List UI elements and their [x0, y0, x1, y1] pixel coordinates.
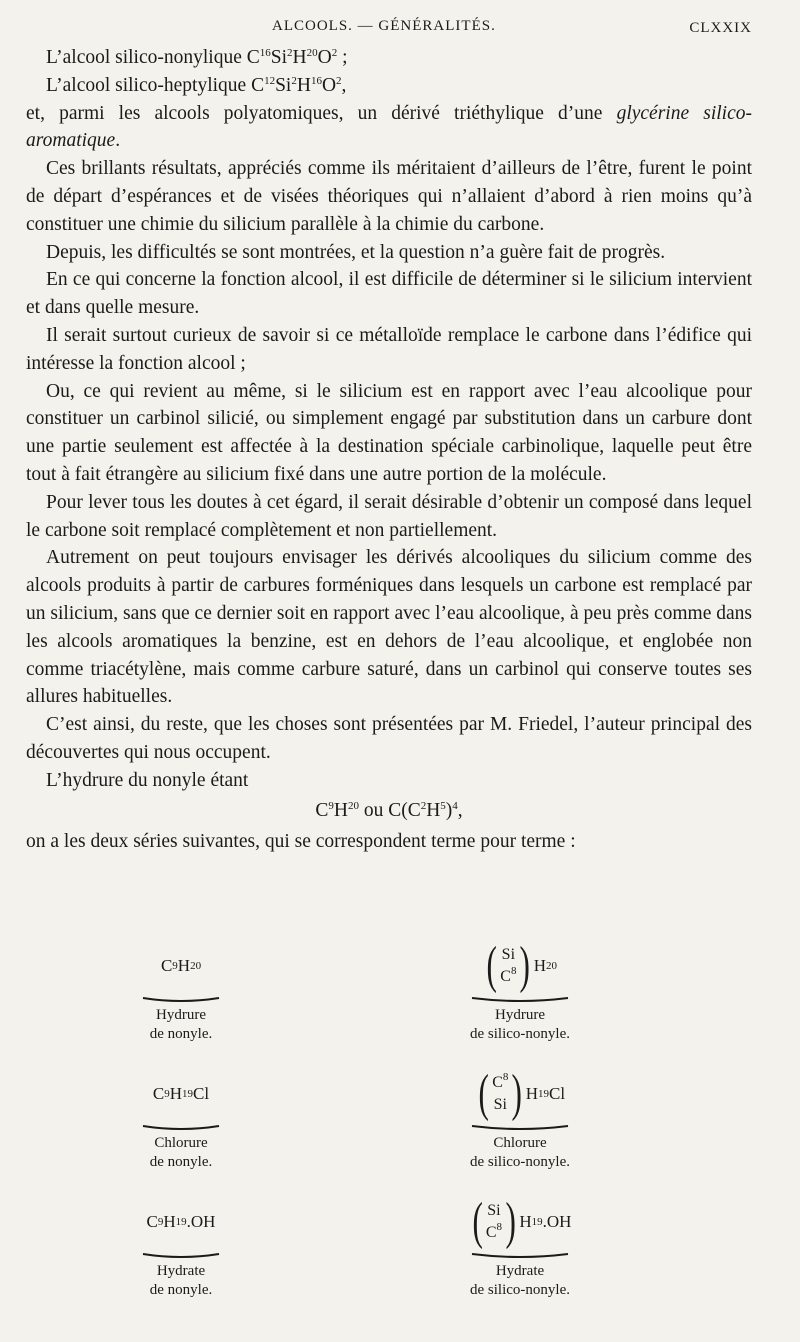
- paragraph-series-intro: on a les deux séries suivantes, qui se correspondent terme pour terme :: [26, 831, 576, 853]
- right-item-3: [400, 1192, 640, 1300]
- page-number: CLXXIX: [689, 20, 752, 36]
- caption: Hydrure de nonyle.: [149, 1007, 213, 1042]
- formula-line-silico-heptylique: L’alcool silico-heptylique $C^{12}Si^2H^{16}O^2$,: [46, 74, 347, 96]
- formula: C 9 H 19 .OH: [146, 1212, 216, 1231]
- paragraph-doubts: Pour lever tous les doutes à cet égard, il serait désirable d’obtenir un composé dans lequel le carbone soit remplacé complètement et non partiellement.: [26, 491, 752, 541]
- left-item-2: [61, 1064, 301, 1172]
- formula-line-silico-nonylique: L’alcool silico-nonylique $C^{16}Si^2H^{20}O^2$ ;: [46, 47, 348, 68]
- paragraph-carbinol: Ou, ce qui revient au même, si le silicium est en rapport avec l’eau alcoolique pour constituer un carbinol silicié, ou simplement engagé par substitution dans un carbure dont une partie seulement est affectée à la destination spéciale carbinolique, laquelle peut être tout à fait étrangère au silicium fixé dans une autre portion de la molécule.: [26, 380, 752, 485]
- left-item-3: [61, 1192, 301, 1300]
- brace-icon: [141, 1252, 221, 1262]
- caption: Hydrate de nonyle.: [149, 1263, 213, 1298]
- left-item-1: [61, 936, 301, 1044]
- brace-icon: [470, 996, 570, 1006]
- formula: ( Si $C^8$ ) H 20: [486, 937, 558, 994]
- formula: ( $C^8$ Si ) H 19 Cl: [478, 1065, 566, 1122]
- running-title: ALCOOLS. — GÉNÉRALITÉS.: [272, 18, 496, 34]
- paragraph-hydrure: L’hydrure du nonyle étant: [46, 769, 249, 791]
- paragraph-derivatives: Autrement on peut toujours envisager les dérivés alcooliques du silicium comme des alcools produits à partir de carbures forméniques dans lesquels un carbone est remplacé par un silicium, sans que ce dernier soit en rapport avec l’eau alcoolique, à peu près comme dans les alcools aromatiques la benzine, est en dehors de l’eau alcoolique, et englobée non comme triacétylène, mais comme carbure saturé, dans un carbinol qui conserve toutes ses allures habituelles.: [26, 547, 752, 708]
- brace-icon: [470, 1124, 570, 1134]
- formula: ( Si $C^8$ ) H 19 .OH: [471, 1193, 572, 1250]
- caption: Chlorure de nonyle.: [149, 1135, 213, 1170]
- right-item-1: [400, 936, 640, 1044]
- caption: Chlorure de silico-nonyle.: [470, 1135, 570, 1170]
- brace-icon: [141, 996, 221, 1006]
- paragraph-friedel: C’est ainsi, du reste, que les choses sont présentées par M. Friedel, l’auteur principal des découvertes qui nous occupent.: [26, 714, 752, 763]
- paragraph-glycerine: et, parmi les alcools polyatomiques, un dérivé triéthylique d’une glycérine silico-aromatique.: [26, 102, 752, 152]
- paragraph-metalloid: Il serait surtout curieux de savoir si ce métalloïde remplace le carbone dans l’édifice qui intéresse la fonction alcool ;: [26, 324, 752, 374]
- brace-icon: [470, 1252, 570, 1262]
- paragraph-results: Ces brillants résultats, appréciés comme ils méritaient d’ailleurs de l’être, furent le point de départ d’espérances et de visées théoriques qui n’allaient d’abord à rien moins qu’à constituer une chimie du silicium parallèle à la chimie du carbone.: [26, 158, 752, 235]
- caption: Hydrate de silico-nonyle.: [470, 1263, 570, 1298]
- paragraph-difficulties: Depuis, les difficultés se sont montrées, et la question n’a guère fait de progrès.: [46, 241, 666, 263]
- right-item-2: [400, 1064, 640, 1172]
- equation-nonyl: $C^9H^{20}$ ou $C(C^2H^5)^4$,: [315, 799, 463, 821]
- formula: C 9 H 20: [160, 956, 202, 975]
- running-header: [0, 18, 800, 44]
- caption: Hydrure de silico-nonyle.: [470, 1007, 570, 1042]
- brace-icon: [141, 1124, 221, 1134]
- paragraph-alcohol-function: En ce qui concerne la fonction alcool, il est difficile de déterminer si le silicium intervient et dans quelle mesure.: [26, 269, 752, 319]
- formula: C 9 H 19 Cl: [152, 1084, 210, 1103]
- formula-series: [0, 936, 800, 1336]
- body-text: [26, 44, 752, 856]
